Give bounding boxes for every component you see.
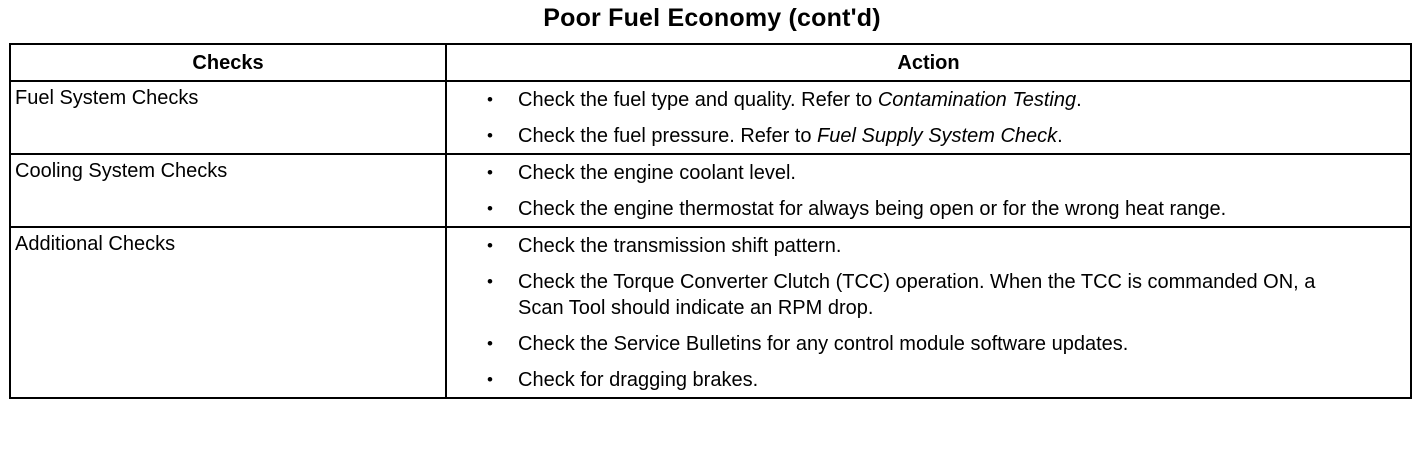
bullet-icon: •	[487, 370, 493, 389]
table-row	[10, 81, 1411, 154]
bullet-icon: •	[487, 236, 493, 255]
check-cell: Fuel System Checks	[10, 81, 446, 154]
action-text: Check the engine thermostat for always being open or for the wrong heat range.	[518, 198, 1227, 220]
table-row	[10, 227, 1411, 398]
diagnostic-table	[9, 43, 1412, 399]
bullet-icon: •	[487, 334, 493, 353]
action-tail: .	[1076, 89, 1082, 111]
action-text: Check the engine coolant level.	[518, 162, 796, 184]
action-tail: .	[1057, 125, 1063, 147]
action-text: Check the Service Bulletins for any control module software updates.	[518, 333, 1129, 355]
bullet-icon: •	[487, 126, 493, 145]
check-cell: Additional Checks	[10, 227, 446, 398]
action-item	[487, 123, 1360, 149]
action-cell	[446, 154, 1411, 227]
reference-link-text: Fuel Supply System Check	[817, 125, 1058, 147]
action-text: Check the fuel type and quality. Refer to	[518, 89, 878, 111]
action-cell	[446, 81, 1411, 154]
action-item	[487, 367, 1360, 393]
bullet-icon: •	[487, 163, 493, 182]
action-list	[487, 233, 1360, 393]
table-row	[10, 154, 1411, 227]
action-list	[487, 160, 1360, 222]
page-title: Poor Fuel Economy (cont'd)	[543, 4, 881, 32]
column-header-action: Action	[446, 44, 1411, 81]
action-text: Check the transmission shift pattern.	[518, 235, 842, 257]
action-item	[487, 87, 1360, 113]
action-text: Check for dragging brakes.	[518, 369, 759, 391]
bullet-icon: •	[487, 199, 493, 218]
action-item	[487, 196, 1360, 222]
action-text: Check the fuel pressure. Refer to	[518, 125, 818, 147]
action-text: Check the Torque Converter Clutch (TCC) operation. When the TCC is commanded ON, a Scan Tool should indicate an RPM drop.	[518, 271, 1316, 319]
action-item	[487, 269, 1360, 321]
action-item	[487, 160, 1360, 186]
table-header-row	[10, 44, 1411, 81]
action-item	[487, 331, 1360, 357]
reference-link-text: Contamination Testing	[877, 89, 1077, 111]
bullet-icon: •	[487, 272, 493, 291]
action-item	[487, 233, 1360, 259]
check-cell: Cooling System Checks	[10, 154, 446, 227]
column-header-checks: Checks	[10, 44, 446, 81]
action-cell	[446, 227, 1411, 398]
action-list	[487, 87, 1360, 149]
bullet-icon: •	[487, 90, 493, 109]
